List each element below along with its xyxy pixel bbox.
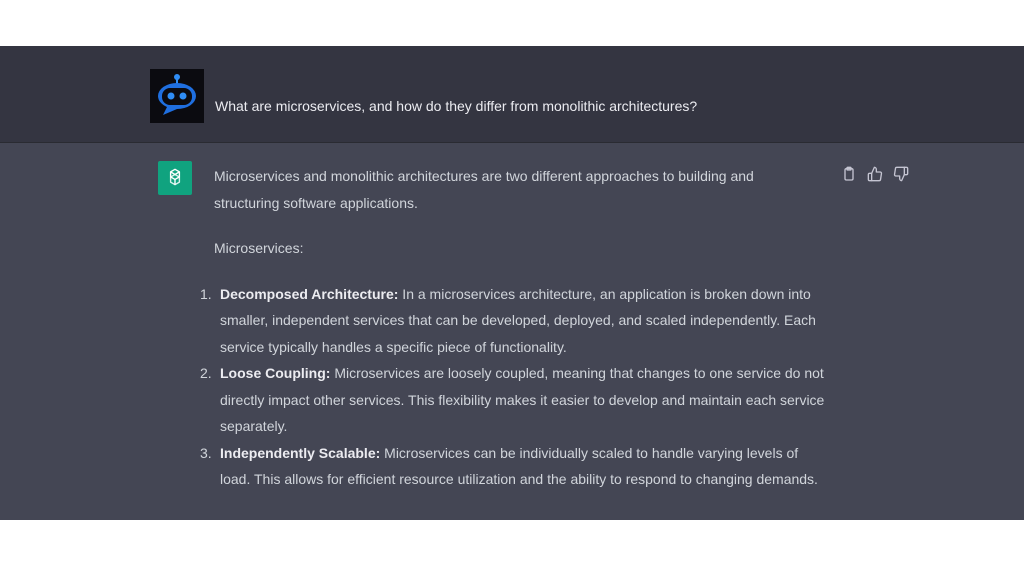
section-heading: Microservices: xyxy=(214,240,304,256)
intro-paragraph: Microservices and monolithic architectures are two different approaches to building and structuring software applications. xyxy=(214,168,754,211)
list-item xyxy=(200,360,832,440)
thumbs-down-button[interactable] xyxy=(892,165,910,183)
clipboard-icon xyxy=(841,166,857,182)
list-number: 2. xyxy=(200,365,212,381)
list-number: 3. xyxy=(200,444,212,461)
assistant-avatar xyxy=(158,161,192,195)
point-body: In a microservices architecture, an application is broken down into smaller, independent services that can be developed, deployed, and scaled independently. Each service typically handles a specific piece of functionality. xyxy=(220,285,816,355)
list-item xyxy=(200,281,832,361)
assistant-message-content xyxy=(200,163,834,493)
points-list xyxy=(200,281,834,493)
user-message-text: What are microservices, and how do they differ from monolithic architectures? xyxy=(215,98,698,114)
list-item xyxy=(200,440,832,493)
list-number: 1. xyxy=(200,285,212,302)
openai-logo-icon xyxy=(164,167,186,189)
point-title: Decomposed Architecture: xyxy=(220,285,399,302)
user-avatar xyxy=(150,69,204,123)
user-message-row xyxy=(0,46,1024,143)
point-title: Independently Scalable: xyxy=(220,444,381,461)
thumbs-up-button[interactable] xyxy=(866,165,884,183)
point-body: Microservices are loosely coupled, meaning that changes to one service do not directly impact other services. This flexibility makes it easier to develop and maintain each service separately. xyxy=(220,365,825,434)
thumbs-down-icon xyxy=(893,166,909,182)
message-actions xyxy=(840,165,910,183)
point-body: Microservices can be individually scaled to handle varying levels of load. This allows for efficient resource utilization and the ability to respond to changing demands. xyxy=(220,444,818,487)
assistant-message-row xyxy=(0,143,1024,520)
thumbs-up-icon xyxy=(867,166,883,182)
chat-window xyxy=(0,46,1024,520)
copy-button[interactable] xyxy=(840,165,858,183)
point-title: Loose Coupling: xyxy=(220,365,331,381)
robot-chat-icon xyxy=(152,71,202,121)
